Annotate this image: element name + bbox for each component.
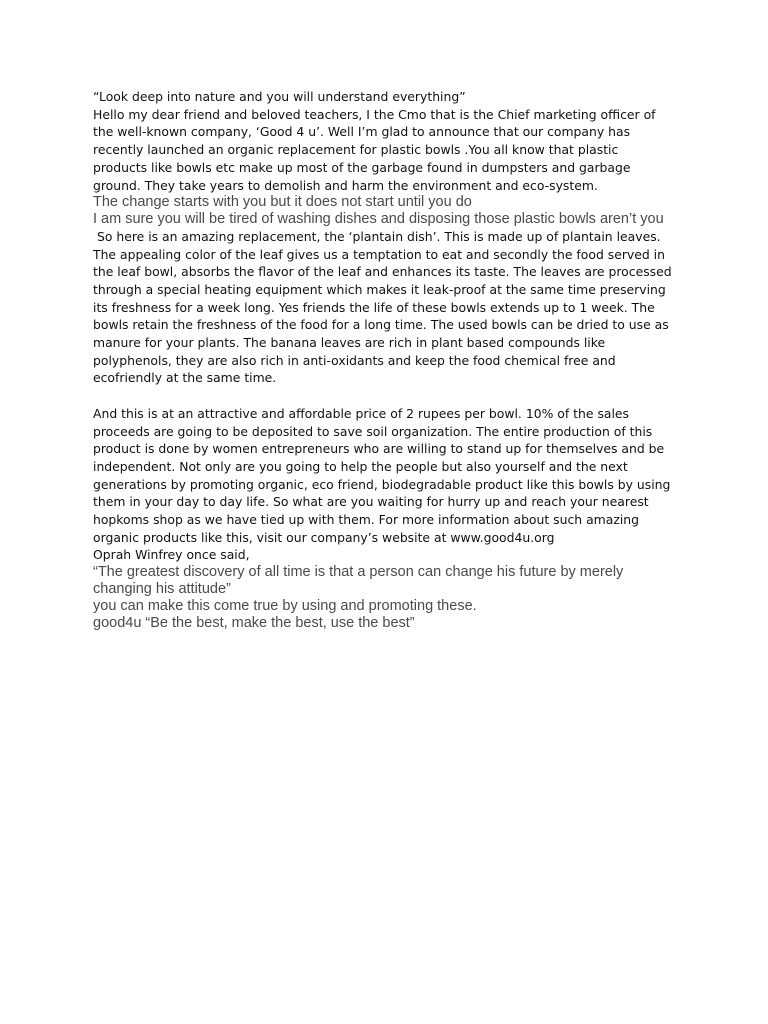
- come-true-line: you can make this come true by using and promoting these.: [93, 597, 477, 614]
- change-line: The change starts with you but it does not start until you do: [93, 194, 472, 211]
- price-paragraph: And this is at an attractive and affordable price of 2 rupees per bowl. 10% of the sales proceeds are going to be deposited to save soil organization. The entire production of this product is done by women entrepreneurs who are willing to stand up for themselves and be independent. Not only are you going to help the people but also yourself and the next generations by promoting organic, eco friend, biodegradable product like this bowls by using them in your day to day life. So what are you waiting for hurry up and reach your nearest hopkoms shop as we have tied up with them. For more information about such amazing organic products like this, visit our company’s website at www.good4u.org: [93, 405, 671, 545]
- intro-paragraph: Hello my dear friend and beloved teachers, I the Cmo that is the Chief marketing officer of the well-known company, ‘Good 4 u’. Well I’m glad to announce that our company has recently launched an organic replacement for plastic bowls .You all know that plastic products like bowls etc make up most of the garbage found in dumpsters and garbage ground. They take years to demolish and harm the environment and eco-system.: [93, 106, 656, 193]
- tired-line: I am sure you will be tired of washing dishes and disposing those plastic bowls aren’t you: [93, 211, 664, 228]
- oprah-line: Oprah Winfrey once said,: [93, 547, 250, 563]
- product-paragraph: So here is an amazing replacement, the ‘plantain dish’. This is made up of plantain leaves. The appealing color of the leaf gives us a temptation to eat and secondly the food served in the leaf bowl, absorbs the flavor of the leaf and enhances its taste. The leaves are processed through a special heating equipment which makes it leak-proof at the same time preserving its freshness for a week long. Yes friends the life of these bowls extends up to 1 week. The bowls retain the freshness of the food for a long time. The used bowls can be dried to use as manure for your plants. The banana leaves are rich in plant based compounds like polyphenols, they are also rich in anti-oxidants and keep the food chemical free and ecofriendly at the same time.: [93, 228, 676, 386]
- slogan-line: good4u “Be the best, make the best, use the best”: [93, 614, 415, 631]
- greatest-quote: “The greatest discovery of all time is that a person can change his future by merely changing his attitude”: [93, 564, 624, 597]
- blank-line: [93, 387, 675, 405]
- document-body: [93, 88, 675, 631]
- opening-quote: “Look deep into nature and you will understand everything”: [93, 89, 466, 104]
